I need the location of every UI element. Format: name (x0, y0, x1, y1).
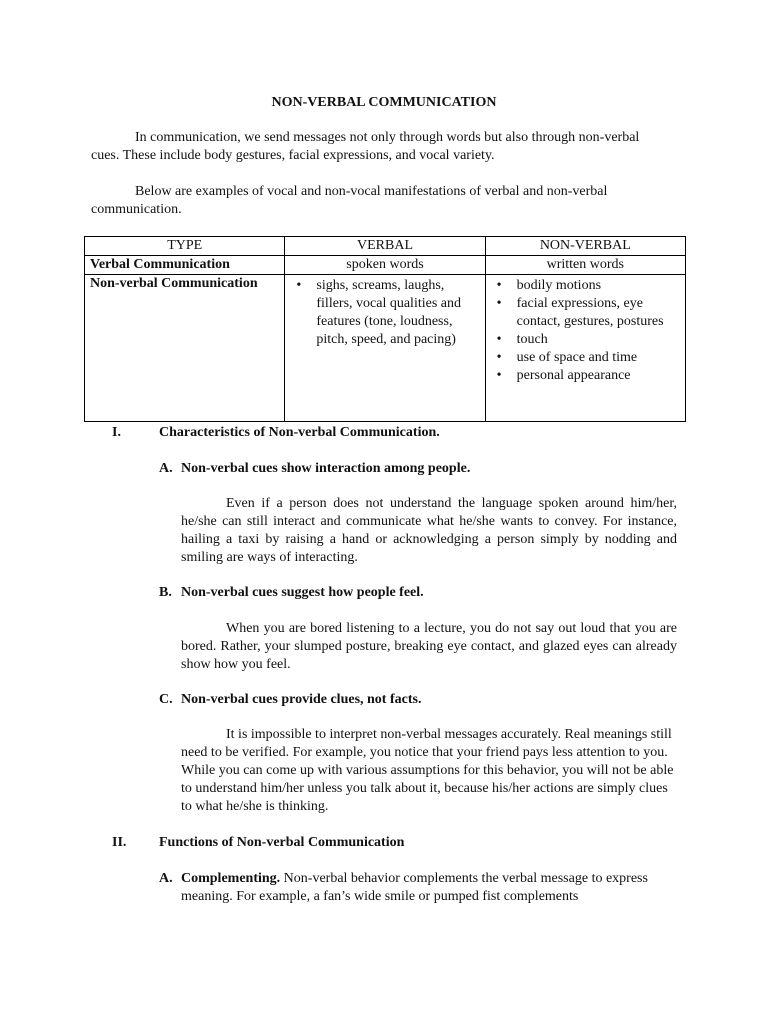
communication-table (84, 236, 686, 422)
header-nonverbal: NON-VERBAL (485, 237, 685, 256)
row1-verbal: spoken words (285, 256, 485, 275)
subsection-a-letter: A. (159, 461, 173, 476)
list-item: • personal appearance (491, 367, 680, 385)
subsection-c-body: It is impossible to interpret non-verbal messages accurately. Real meanings still need to be verified. For example, you notice that your friend pays less attention to you. While you can come up with various assumptions for this behavior, you will not be able to understand him/her unless you talk about it, because his/her actions are simply clues to what he/she is thinking. (181, 727, 674, 814)
header-verbal: VERBAL (285, 237, 485, 256)
subsection-b-heading: Non-verbal cues suggest how people feel. (181, 585, 424, 600)
subsection-b-body: When you are bored listening to a lecture, you do not say out loud that you are bored. Rather, your slumped posture, breaking eye contact, and glazed eyes can already show how you feel. (181, 621, 677, 672)
complementing-body: Non-verbal behavior complements the verbal message to express meaning. For example, a fan’s wide smile or pumped fist complements (181, 871, 648, 904)
subsection-c-letter: C. (159, 692, 173, 707)
subsection-c-heading: Non-verbal cues provide clues, not facts. (181, 692, 422, 707)
row2-type: Non-verbal Communication (85, 275, 285, 422)
subsection-b-letter: B. (159, 585, 172, 600)
section-2-number: II. (112, 835, 127, 850)
section-1-title: Characteristics of Non-verbal Communication. (159, 425, 440, 440)
complementing-heading: Complementing. (181, 871, 281, 886)
list-item: • touch (491, 331, 680, 349)
list-item: • sighs, screams, laughs, fillers, vocal qualities and features (tone, loudness, pitch, speed, and pacing) (290, 277, 479, 349)
page-title: NON-VERBAL COMMUNICATION (271, 95, 497, 110)
verbal-bullet-list (290, 277, 479, 349)
row2-verbal (285, 275, 485, 422)
list-item: • facial expressions, eye contact, gestures, postures (491, 295, 680, 331)
intro-paragraph-2: Below are examples of vocal and non-vocal manifestations of verbal and non-verbal communication. (91, 184, 608, 217)
intro-paragraph-1: In communication, we send messages not only through words but also through non-verbal cues. These include body gestures, facial expressions, and vocal variety. (91, 130, 640, 163)
list-item: • bodily motions (491, 277, 680, 295)
nonverbal-bullet-list (491, 277, 680, 385)
table-row (85, 275, 686, 422)
table-row (85, 256, 686, 275)
section-2-title: Functions of Non-verbal Communication (159, 835, 405, 850)
subsection-a-body: Even if a person does not understand the language spoken around him/her, he/she can still interact and communicate what he/she wants to convey. For instance, hailing a taxi by raising a hand or acknowledging a person simply by nodding and smiling are ways of interacting. (181, 496, 677, 565)
row1-nonverbal: written words (485, 256, 685, 275)
section-2-subsection-a-letter: A. (159, 871, 173, 886)
subsection-a-heading: Non-verbal cues show interaction among people. (181, 461, 471, 476)
row1-type: Verbal Communication (85, 256, 285, 275)
section-1-number: I. (112, 425, 121, 440)
section-2-subsection-a-text (181, 870, 671, 906)
list-item: • use of space and time (491, 349, 680, 367)
row2-nonverbal (485, 275, 685, 422)
table-header-row (85, 237, 686, 256)
header-type: TYPE (85, 237, 285, 256)
